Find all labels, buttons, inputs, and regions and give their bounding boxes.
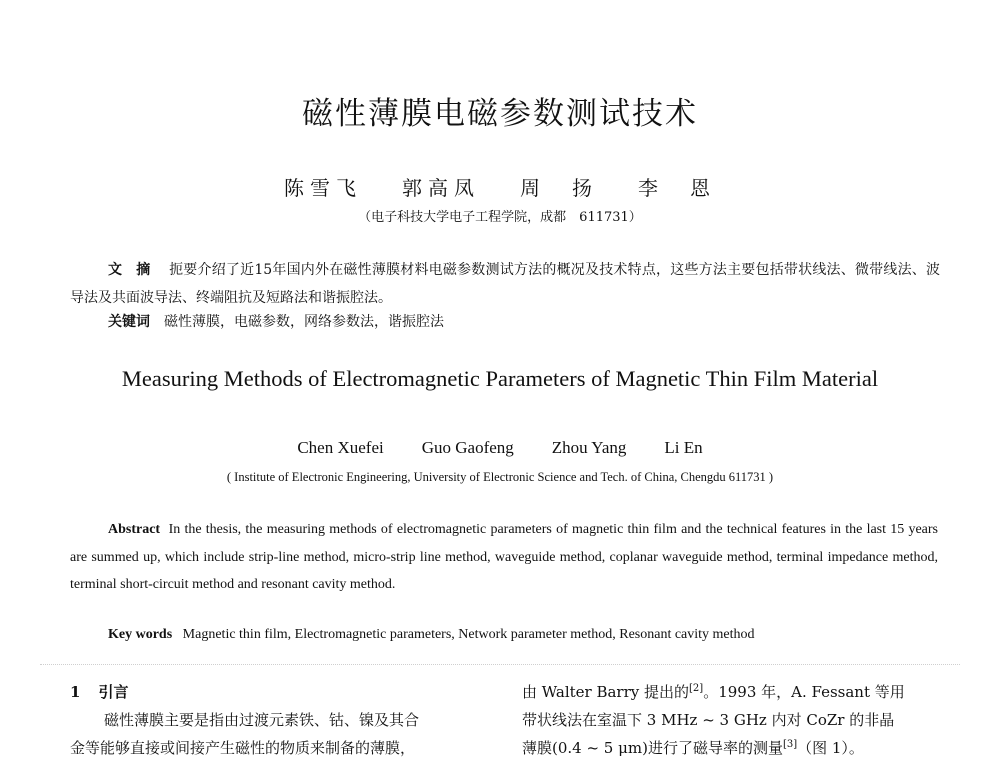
abstract-cn-label: 文摘 — [108, 262, 165, 278]
body-text: 。1993 年，A. Fessant 等用 — [703, 683, 905, 701]
author-list-cn — [0, 172, 1000, 201]
section-heading — [70, 678, 490, 706]
section-number: 1 — [70, 683, 81, 701]
abstract-en-label: Abstract — [108, 522, 161, 537]
abstract-cn — [70, 256, 940, 312]
keywords-en-text: Magnetic thin film, Electromagnetic parameters, Network parameter method, Resonant cavity method — [182, 627, 755, 642]
affiliation-en: ( Institute of Electronic Engineering, University of Electronic Science and Tech. of China, Chengdu 611731 ) — [226, 470, 774, 484]
author-en: Chen Xuefei — [297, 438, 384, 457]
section-divider — [40, 664, 960, 665]
body-line — [522, 678, 940, 706]
author-cn: 陈雪飞 — [284, 176, 362, 200]
keywords-en-label: Key words — [108, 627, 173, 642]
paper-title-cn: 磁性薄膜电磁参数测试技术 — [302, 96, 698, 132]
citation-ref[interactable]: [3] — [782, 739, 798, 750]
abstract-en — [70, 516, 938, 599]
paper-title-en: Measuring Methods of Electromagnetic Parameters of Magnetic Thin Film Material — [121, 366, 879, 391]
body-line — [522, 734, 940, 762]
body-text: （图 1）。 — [797, 739, 864, 757]
body-text: 薄膜(0.4 ~ 5 μm)进行了磁导率的测量 — [522, 739, 783, 757]
section-title: 引言 — [98, 683, 129, 701]
body-column-left — [70, 678, 490, 762]
author-cn: 郭高凤 — [402, 176, 480, 200]
author-list-en — [0, 438, 1000, 458]
body-text: 由 Walter Barry 提出的 — [522, 683, 690, 701]
citation-ref[interactable]: [2] — [689, 683, 704, 694]
body-line: 带状线法在室温下 3 MHz ~ 3 GHz 内对 CoZr 的非晶 — [522, 711, 895, 729]
body-line: 金等能够直接或间接产生磁性的物质来制备的薄膜， — [70, 739, 416, 757]
affiliation-cn: （电子科技大学电子工程学院，成都 611731） — [358, 210, 642, 225]
body-line: 磁性薄膜主要是指由过渡元素铁、钴、镍及其合 — [104, 711, 420, 729]
author-en: Guo Gaofeng — [421, 438, 514, 457]
author-en: Li En — [664, 438, 703, 457]
keywords-cn — [108, 312, 938, 332]
author-cn: 李 恩 — [638, 176, 716, 200]
body-column-right — [522, 678, 940, 762]
author-en: Zhou Yang — [551, 438, 627, 457]
abstract-cn-text: 扼要介绍了近15年国内外在磁性薄膜材料电磁参数测试方法的概况及技术特点，这些方法主要包括带状线法、微带线法、波导法及共面波导法、终端阻抗及短路法和谐振腔法。 — [70, 262, 941, 306]
keywords-en — [108, 627, 948, 643]
abstract-en-text: In the thesis, the measuring methods of electromagnetic parameters of magnetic thin film and the technical features in the last 15 years are summed up, which include strip-line method, micro-strip line method, waveguide method, coplanar waveguide method, terminal impedance method, terminal short-circuit method and resonant cavity method. — [70, 522, 938, 592]
author-cn: 周 扬 — [520, 176, 598, 200]
keywords-cn-label: 关键词 — [108, 314, 150, 330]
keywords-cn-text: 磁性薄膜，电磁参数，网络参数法，谐振腔法 — [164, 314, 444, 330]
